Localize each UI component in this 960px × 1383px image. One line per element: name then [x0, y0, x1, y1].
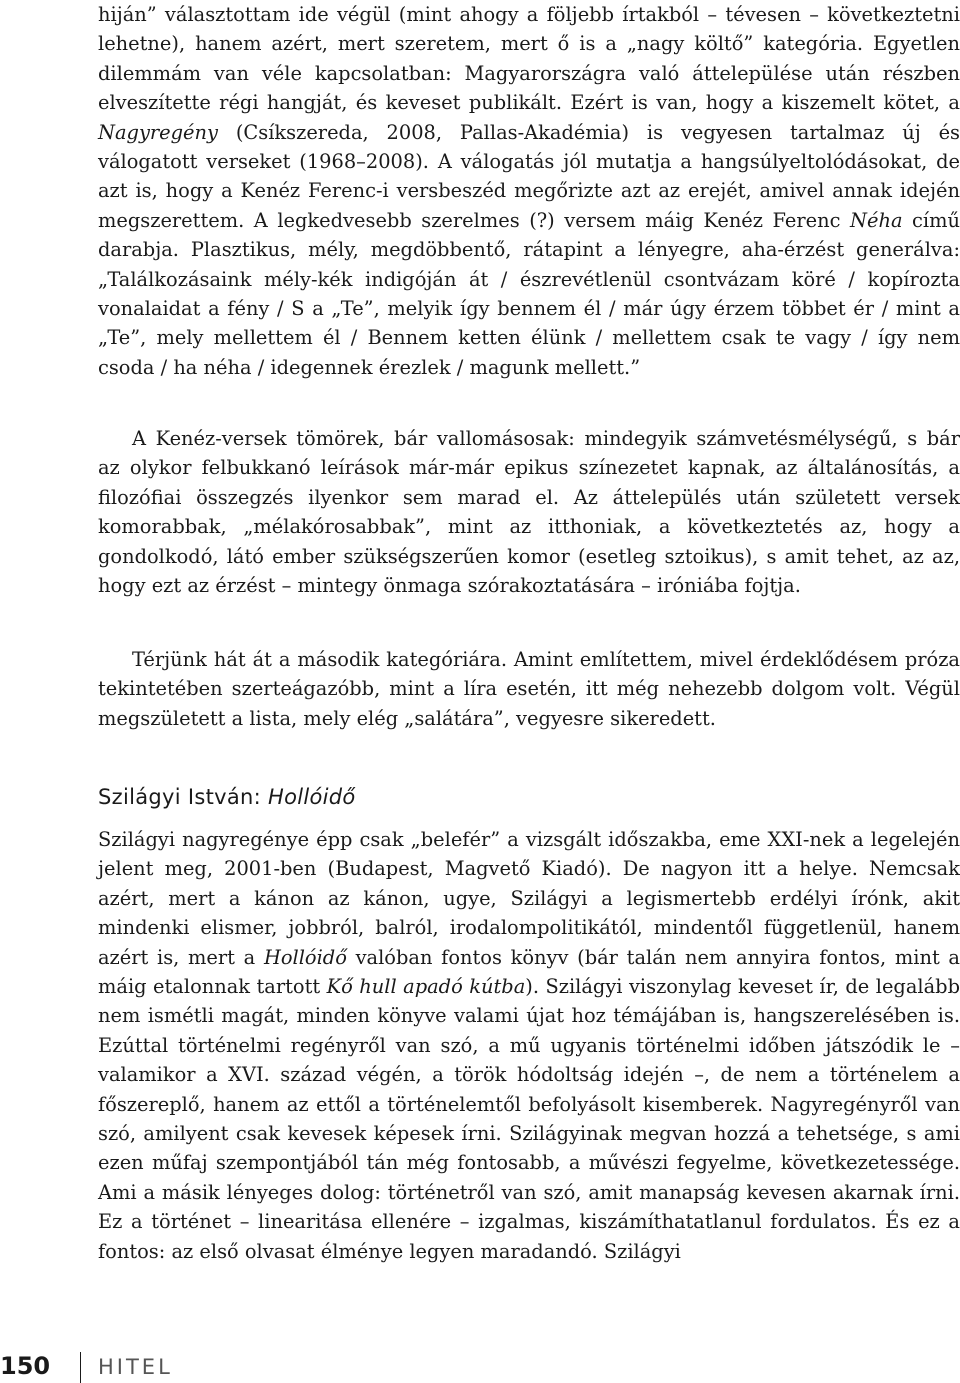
book-title-nagyregeny: Nagyregény — [98, 120, 218, 144]
page-footer — [0, 1352, 960, 1383]
text-run: (Csíkszereda, 2008, Pallas-Akadémia) is vegyesen tartalmaz új és válogatott verseket (1968–2008). A válogatás jól mutatja a hangsúlyeltolódásokat, de azt is, hogy a Kenéz Ferenc-i versbeszéd megőrizte azt az erejét, amivel annak idején megszerettem. A legkedvesebb szerelmes (?) versem máig Kenéz Ferenc — [98, 120, 960, 232]
paragraph-kenez-intro — [98, 0, 960, 382]
text-run: hiján” választottam ide végül (mint ahogy a följebb írtakból – tévesen – következtetni lehetne), hanem azért, mert szeretem, mert ő is a „nagy költő” kategória. Egyetlen dilemmám van véle kapcsolatban: Magyarországra való áttelepülése után részben elveszítette régi hangját, és keveset publikált. Ezért is van, hogy a kiszemelt kötet, a — [98, 3, 960, 115]
section-heading-szilagyi — [98, 783, 356, 812]
text-run: Szilágyi nagyregénye épp csak „belefér” a vizsgált időszakba, eme XXI-nek a legelején jelent meg, 2001-ben (Budapest, Magvető Kiadó). De nagyon itt a helye. Nemcsak azért, mert a kánon az kánon, ugye, Szilágyi a legismertebb erdélyi írónk, akit mindenki elismer, jobbról, balról, irodalompolitikától, mindentől függetlenül, hanem azért is, mert a — [98, 828, 960, 969]
page-number: 150 — [0, 1352, 51, 1380]
heading-book-title: Hollóidő — [267, 785, 356, 809]
text-run: ). Szilágyi viszonylag keveset ír, de legalább nem ismétli magát, minden könyve valami újat hoz témájában is, hangszerelésében is. Ezúttal történelmi regényről van szó, a mű ugyanis történelmi időben játszódik le – valamikor a XVI. század végén, a török hódoltság idején –, de nem a történelem a főszereplő, hanem az ettől a történelemtől befolyásolt kisemberek. Nagyregényről van szó, amilyent csak kevesek képesek írni. Szilágyinak megvan hozzá a tehetsége, s ami ezen műfaj szempontjából tán még fontosabb, a művészi fegyelme, következetessége. Ami a másik lényeges dolog: történetről van szó, amit manapság kevesen akarnak írni. Ez a történet – linearitása ellenére – izgalmas, kiszámíthatatlanul fordulatos. És ez a fontos: az első olvasat élménye legyen maradandó. Szilágyi — [98, 975, 960, 1263]
text-run: című darabja. Plasztikus, mély, megdöbbentő, rátapint a lényegre, aha-érzést generálva: „Találkozásaink mély-kék indigóján át / észrevétlenül csontvázam köré / kopírozta vonalaidat a fény / S a „Te”, melyik így bennem él / már úgy érzem többet ér / mint a „Te”, mely mellettem él / Bennem ketten élünk / mellettem csak te vagy / így nem csoda / ha néha / idegennek érezlek / magunk mellett.” — [98, 208, 960, 379]
paragraph-kenez-verses: A Kenéz-versek tömörek, bár vallomásosak: mindegyik számvetésmélységű, s bár az olykor felbukkanó leírások már-már epikus színezetet kapnak, az általánosítás, a filozófiai összegzés ilyenkor sem marad el. Az áttelepülés után született versek komorabbak, „mélakórosabbak”, mint az itthoniak, a következtetés az, hogy a gondolkodó, látó ember szükségszerűen komor (esetleg sztoikus), s amit tehet, az az, hogy ezt az érzést – mintegy önmaga szórakoztatására – iróniába fojtja. — [98, 427, 960, 598]
footer-divider — [80, 1352, 81, 1383]
book-title-ko-hull: Kő hull apadó kútba — [326, 975, 526, 999]
journal-name: HITEL — [98, 1355, 173, 1379]
heading-author: Szilágyi István: — [98, 785, 268, 809]
paragraph-second-category: Térjünk hát át a második kategóriára. Amint említettem, mivel érdeklődésem próza tekintetében szerteágazóbb, mint a líra esetén, itt még nehezebb dolgom volt. Végül megszületett a lista, mely elég „salátára”, vegyesre sikeredett. — [98, 648, 960, 730]
poem-title-neha: Néha — [850, 208, 903, 232]
book-title-hollooido: Hollóidő — [263, 945, 347, 969]
text-run: valóban fontos könyv (bár talán nem annyira fontos, mint a máig etalonnak tartott — [98, 945, 960, 999]
paragraph-hollooido — [98, 825, 960, 1266]
